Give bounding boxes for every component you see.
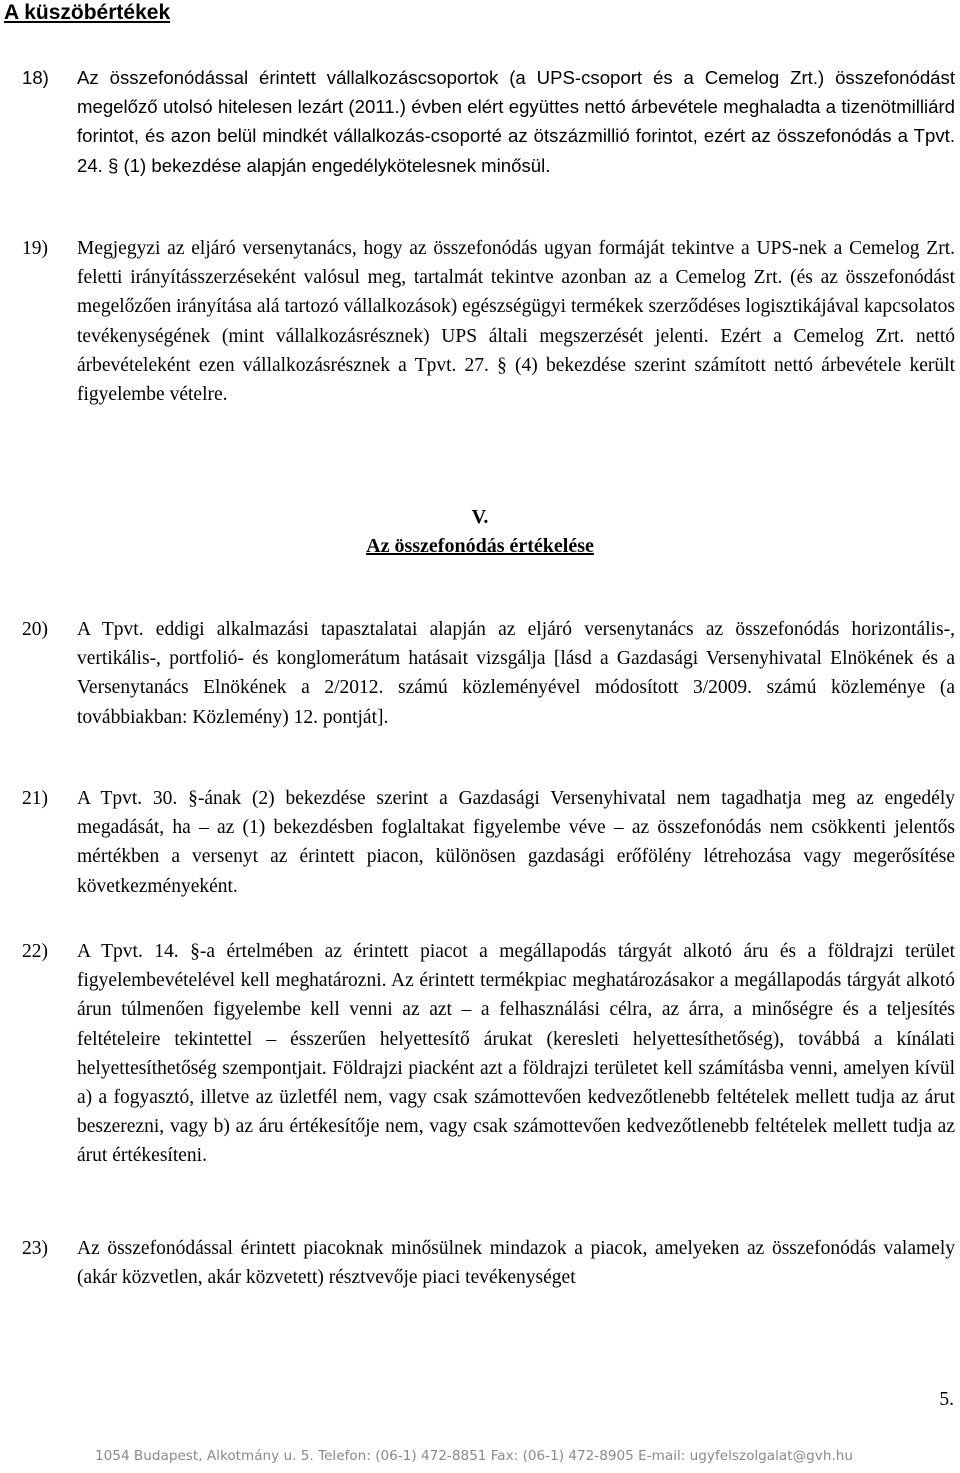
paragraph-text: A Tpvt. 30. §-ának (2) bekezdése szerint a Gazdasági Versenyhivatal nem tagadhatja meg az engedély megadását, ha – az (1) bekezdésben foglaltakat figyelembe véve – az összefonódás nem csökkenti jelentős mértékben a versenyt az érintett piacon, különösen gazdasági erőfölény létrehozása vagy megerősítése következményeként.	[77, 788, 955, 897]
paragraph-18	[22, 63, 955, 180]
paragraph-text: Az összefonódással érintett piacoknak minősülnek mindazok a piacok, amelyeken az összefonódás valamely (akár közvetlen, akár közvetett) résztvevője piaci tevékenységet	[77, 1238, 955, 1289]
paragraph-20	[22, 615, 955, 732]
section-heading: A küszöbértékek	[4, 1, 171, 24]
paragraph-number: 22)	[22, 941, 48, 962]
chapter-title: Az összefonódás értékelése	[366, 535, 594, 557]
paragraph-23	[22, 1234, 955, 1292]
chapter-number: V.	[471, 506, 489, 528]
paragraph-text: A Tpvt. 14. §-a értelmében az érintett piacot a megállapodás tárgyát alkotó áru és a földrajzi terület figyelembevételével kell meghatározni. Az érintett termékpiac meghatározásakor a megállapodás tárgyát alkotó árun túlmenően figyelembe kell venni az azt – a felhasználási célra, az árra, a minőségre és a teljesítés feltételeire tekintettel – ésszerűen helyettesítő árukat (keresleti helyettesíthetőség), továbbá a kínálati helyettesíthetőség szempontjait. Földrajzi piacként azt a földrajzi területet kell számításba venni, amelyen kívül a) a fogyasztó, illetve az üzletfél nem, vagy csak számottevően kedvezőtlenebb feltételek mellett tudja az árut beszerezni, vagy b) az áru értékesítője nem, vagy csak számottevően kedvezőtlenebb feltételek mellett tudja az árut értékesíteni.	[77, 941, 955, 1167]
paragraph-number: 19)	[22, 238, 48, 259]
paragraph-19	[22, 234, 955, 409]
paragraph-number: 21)	[22, 788, 48, 809]
footer-contact: 1054 Budapest, Alkotmány u. 5. Telefon: (06-1) 472-8851 Fax: (06-1) 472-8905 E-mail: ugyfelszolgalat@gvh.hu	[95, 1448, 854, 1464]
paragraph-number: 18)	[22, 67, 49, 88]
paragraph-number: 20)	[22, 619, 48, 640]
paragraph-text: A Tpvt. eddigi alkalmazási tapasztalatai alapján az eljáró versenytanács az összefonódás horizontális-, vertikális-, portfolió- és konglomerátum hatásait vizsgálja [lásd a Gazdasági Versenyhivatal Elnökének és a Versenytanács Elnökének a 2/2012. számú közleményével módosított 3/2009. számú közleménye (a továbbiakban: Közlemény) 12. pontját].	[77, 619, 955, 728]
paragraph-text: Az összefonódással érintett vállalkozáscsoportok (a UPS-csoport és a Cemelog Zrt.) összefonódást megelőző utolsó hitelesen lezárt (2011.) évben elért együttes nettó árbevétele meghaladta a tizenötmilliárd forintot, és azon belül mindkét vállalkozás-csoporté az ötszázmillió forintot, ezért az összefonódás a Tpvt. 24. § (1) bekezdése alapján engedélykötelesnek minősül.	[77, 67, 955, 176]
page-number: 5.	[939, 1389, 954, 1410]
paragraph-21	[22, 784, 955, 901]
paragraph-22	[22, 937, 955, 1171]
paragraph-number: 23)	[22, 1238, 48, 1259]
paragraph-text: Megjegyzi az eljáró versenytanács, hogy az összefonódás ugyan formáját tekintve a UPS-nek a Cemelog Zrt. feletti irányításszerzéseként valósul meg, tartalmát tekintve azonban az a Cemelog Zrt. (és az összefonódást megelőzően irányítása alá tartozó vállalkozások) egészségügyi termékek szerződéses logisztikájával kapcsolatos tevékenységének (mint vállalkozásrésznek) UPS általi megszerzését jelenti. Ezért a Cemelog Zrt. nettó árbevételeként ezen vállalkozásrésznek a Tpvt. 27. § (4) bekezdése szerint számított nettó árbevétele került figyelembe vételre.	[77, 238, 955, 406]
